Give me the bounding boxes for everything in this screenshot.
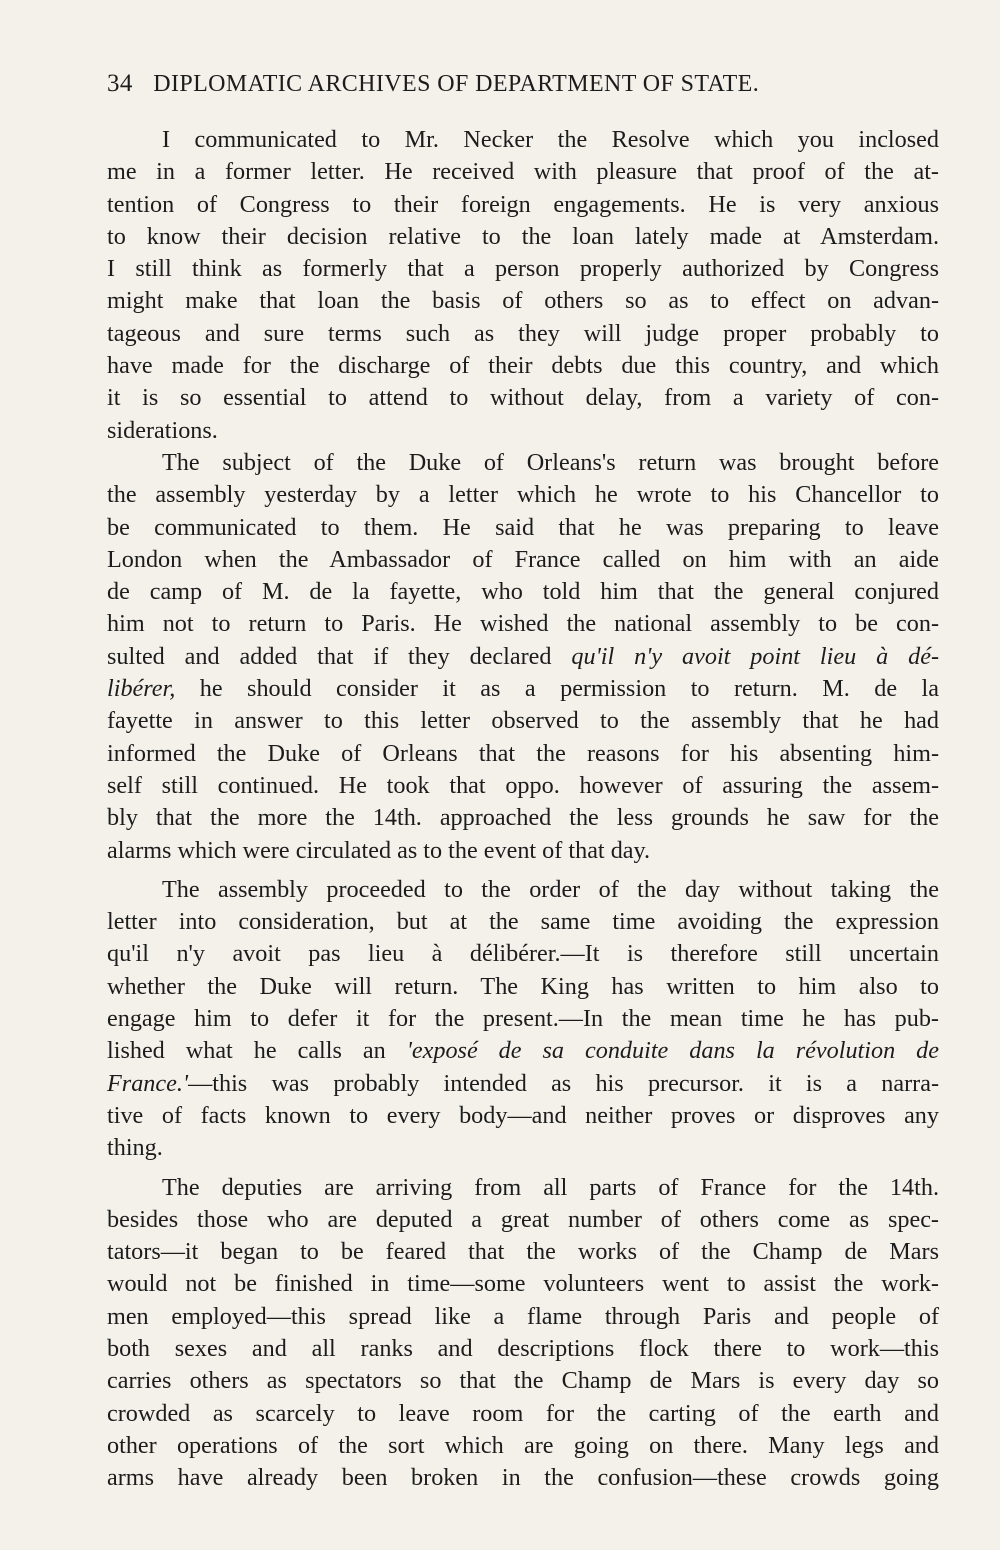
text-run: lished what he calls an [107, 1037, 407, 1065]
paragraph [107, 874, 939, 1165]
text-line [107, 874, 939, 906]
text-run: tageous and sure terms such as they will judge proper probably to [107, 319, 939, 347]
text-line [107, 285, 939, 317]
text-run: he should consider it as a permission to return. M. de la [175, 675, 939, 703]
text-line [107, 1462, 939, 1494]
text-run: informed the Duke of Orleans that the reasons for his absenting him- [107, 739, 939, 767]
italic-text: qu'il n'y avoit point lieu à dé- [571, 642, 939, 670]
text-line [107, 1035, 939, 1067]
text-run: me in a former letter. He received with pleasure that proof of the at- [107, 158, 939, 186]
text-run: him not to return to Paris. He wished the national assembly to be con- [107, 610, 939, 638]
text-line [107, 1003, 939, 1035]
text-line [107, 318, 939, 350]
italic-text: libérer, [107, 675, 176, 703]
text-run: have made for the discharge of their debts due this country, and which [107, 352, 939, 380]
text-line [107, 641, 939, 673]
paragraph [107, 447, 939, 867]
text-run: alarms which were circulated as to the event of that day. [107, 836, 651, 864]
text-line [107, 124, 939, 156]
text-run: other operations of the sort which are going on there. Many legs and [107, 1431, 939, 1459]
text-run: whether the Duke will return. The King has written to him also to [107, 972, 939, 1000]
running-header [107, 70, 867, 98]
text-line [107, 608, 939, 640]
text-run: to know their decision relative to the loan lately made at Amsterdam. [107, 222, 939, 250]
text-run: besides those who are deputed a great number of others come as spec- [107, 1205, 939, 1233]
text-run: letter into consideration, but at the same time avoiding the expression [107, 908, 939, 936]
text-line [107, 1365, 939, 1397]
text-run: it is so essential to attend to without delay, from a variety of con- [107, 384, 939, 412]
text-line [107, 512, 939, 544]
text-run: carries others as spectators so that the Champ de Mars is every day so [107, 1367, 939, 1395]
text-run: bly that the more the 14th. approached the less grounds he saw for the [107, 804, 939, 832]
page-number: 34 [107, 70, 133, 97]
text-line [107, 156, 939, 188]
body-text [107, 124, 939, 1494]
text-run: The subject of the Duke of Orleans's return was brought before [162, 448, 939, 476]
text-line [107, 1068, 939, 1100]
italic-text: 'exposé de sa conduite dans la révolution de [406, 1037, 939, 1065]
text-line [107, 1301, 939, 1333]
text-line [107, 1172, 939, 1204]
text-line [107, 1398, 939, 1430]
text-line [107, 382, 939, 414]
text-line [107, 189, 939, 221]
text-line [107, 221, 939, 253]
text-run: sulted and added that if they declared [107, 642, 572, 670]
text-run: arms have already been broken in the confusion—these crowds going [107, 1464, 939, 1492]
paragraph [107, 1172, 939, 1495]
text-run: fayette in answer to this letter observed to the assembly that he had [107, 707, 939, 735]
text-line [107, 971, 939, 1003]
text-line [107, 415, 939, 447]
text-line [107, 673, 939, 705]
running-title: DIPLOMATIC ARCHIVES OF DEPARTMENT OF STATE. [153, 71, 760, 97]
text-run: The assembly proceeded to the order of the day without taking the [162, 875, 939, 903]
text-run: I still think as formerly that a person properly authorized by Congress [107, 255, 939, 283]
text-line [107, 1236, 939, 1268]
text-run: would not be finished in time—some volunteers went to assist the work- [107, 1270, 939, 1298]
text-run: I communicated to Mr. Necker the Resolve which you inclosed [162, 126, 939, 153]
text-line [107, 1430, 939, 1462]
text-line [107, 705, 939, 737]
text-run: engage him to defer it for the present.—In the mean time he has pub- [107, 1005, 939, 1033]
text-line [107, 350, 939, 382]
text-line [107, 253, 939, 285]
text-line [107, 938, 939, 970]
text-run: might make that loan the basis of others so as to effect on advan- [107, 287, 939, 315]
text-run: self still continued. He took that oppo. however of assuring the assem- [107, 771, 939, 799]
text-run: London when the Ambassador of France called on him with an aide [107, 545, 939, 573]
text-run: both sexes and all ranks and descriptions flock there to work—this [107, 1334, 939, 1362]
text-line [107, 770, 939, 802]
italic-text: France.' [107, 1069, 189, 1097]
text-run: the assembly yesterday by a letter which he wrote to his Chancellor to [107, 481, 939, 509]
text-line [107, 1333, 939, 1365]
text-run: qu'il n'y avoit pas lieu à délibérer.—It is therefore still uncertain [107, 940, 939, 968]
text-line [107, 1132, 939, 1164]
text-run: men employed—this spread like a flame through Paris and people of [107, 1302, 939, 1330]
text-run: crowded as scarcely to leave room for the carting of the earth and [107, 1399, 939, 1427]
text-run: thing. [107, 1134, 163, 1162]
text-run: de camp of M. de la fayette, who told him that the general conjured [107, 578, 939, 606]
text-run: tators—it began to be feared that the works of the Champ de Mars [107, 1238, 939, 1266]
text-line [107, 1204, 939, 1236]
text-line [107, 479, 939, 511]
text-run: tention of Congress to their foreign engagements. He is very anxious [107, 190, 939, 218]
text-run: The deputies are arriving from all parts of France for the 14th. [162, 1173, 939, 1201]
text-run: siderations. [107, 416, 218, 444]
text-line [107, 906, 939, 938]
paragraph [107, 124, 939, 447]
text-line [107, 1268, 939, 1300]
text-line [107, 802, 939, 834]
text-line [107, 576, 939, 608]
text-run: —this was probably intended as his precursor. it is a narra- [188, 1069, 939, 1097]
text-line [107, 544, 939, 576]
text-line [107, 447, 939, 479]
text-line [107, 738, 939, 770]
text-run: tive of facts known to every body—and neither proves or disproves any [107, 1101, 939, 1129]
text-run: be communicated to them. He said that he was preparing to leave [107, 513, 939, 541]
text-line [107, 1100, 939, 1132]
text-line [107, 835, 939, 867]
